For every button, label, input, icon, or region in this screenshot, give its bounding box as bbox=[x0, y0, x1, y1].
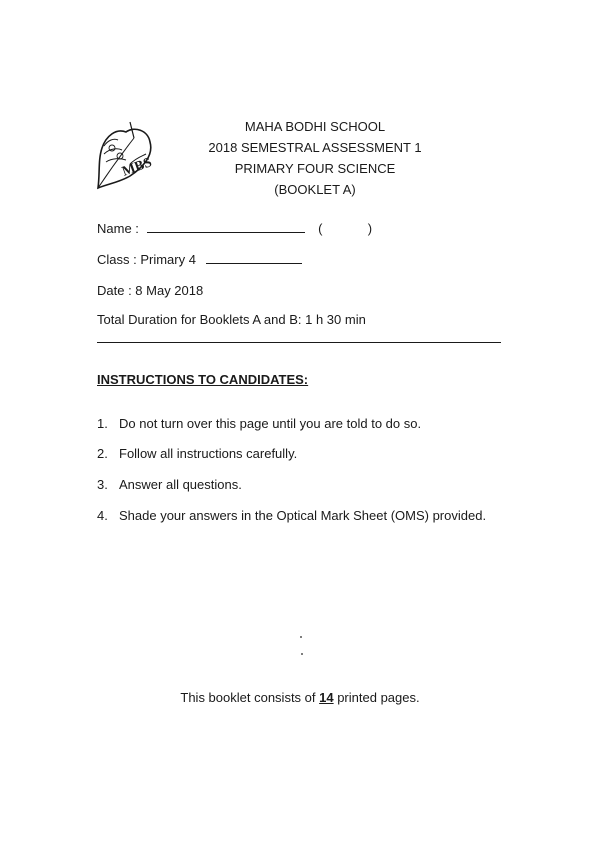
separator-line bbox=[97, 342, 501, 343]
name-row bbox=[97, 220, 372, 236]
instruction-number: 3. bbox=[97, 477, 108, 492]
instruction-text: Shade your answers in the Optical Mark Sheet (OMS) provided. bbox=[119, 508, 487, 523]
page-count-suffix: printed pages. bbox=[333, 690, 420, 705]
instruction-item bbox=[97, 446, 297, 461]
instruction-number: 1. bbox=[97, 416, 108, 431]
duration-text: Total Duration for Booklets A and B: 1 h 30 min bbox=[97, 312, 366, 327]
class-label: Class : Primary 4 bbox=[97, 252, 196, 267]
instruction-number: 2. bbox=[97, 446, 108, 461]
assessment-title: 2018 SEMESTRAL ASSESSMENT 1 bbox=[208, 140, 422, 155]
booklet-label: (BOOKLET A) bbox=[274, 182, 356, 197]
class-blank[interactable] bbox=[206, 251, 302, 264]
instruction-item bbox=[97, 508, 486, 523]
page-count-prefix: This booklet consists of bbox=[180, 690, 320, 705]
school-crest-icon bbox=[90, 118, 160, 192]
speck bbox=[300, 636, 302, 638]
page-count-note bbox=[0, 690, 600, 705]
instruction-text: Do not turn over this page until you are told to do so. bbox=[119, 416, 422, 431]
instruction-number: 4. bbox=[97, 508, 108, 523]
logo-text: MBS bbox=[120, 155, 154, 180]
school-name: MAHA BODHI SCHOOL bbox=[244, 119, 386, 134]
page-count: 14 bbox=[319, 690, 334, 705]
date-text: Date : 8 May 2018 bbox=[97, 283, 204, 298]
class-row bbox=[97, 251, 302, 267]
instruction-item bbox=[97, 477, 242, 492]
name-label: Name : bbox=[97, 221, 139, 236]
register-close-paren: ) bbox=[367, 221, 373, 236]
instruction-item bbox=[97, 416, 421, 431]
register-open-paren: ( bbox=[318, 221, 323, 236]
instructions-title: INSTRUCTIONS TO CANDIDATES: bbox=[97, 372, 309, 387]
instruction-text: Follow all instructions carefully. bbox=[119, 446, 298, 461]
speck bbox=[301, 653, 303, 655]
name-blank[interactable] bbox=[147, 220, 305, 233]
instruction-text: Answer all questions. bbox=[119, 477, 242, 492]
subject-title: PRIMARY FOUR SCIENCE bbox=[234, 161, 396, 176]
